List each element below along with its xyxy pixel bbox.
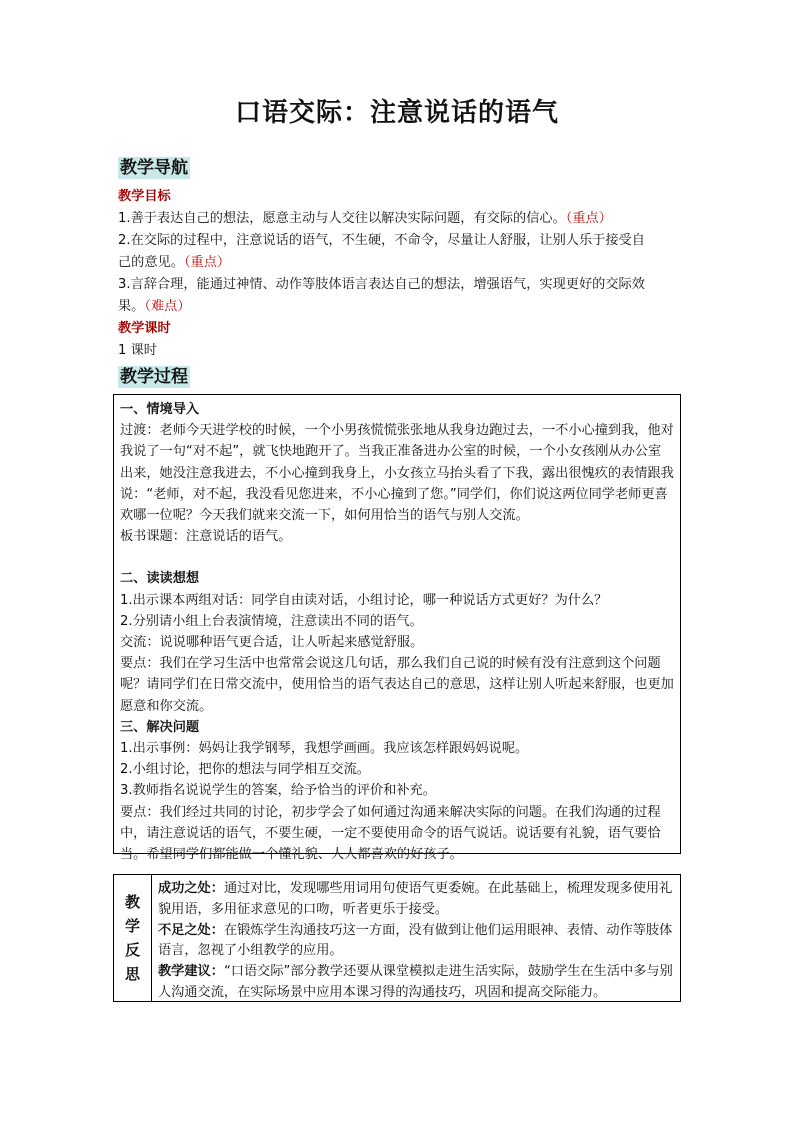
hours-heading: 教学课时 bbox=[118, 321, 171, 336]
process-paragraph: 1.出示课本两组对话：同学自由读对话，小组讨论，哪一种说话方式更好？为什么？ bbox=[120, 592, 608, 608]
objectives-heading: 教学目标 bbox=[118, 189, 171, 204]
process-paragraph: 1.出示事例：妈妈让我学钢琴，我想学画画。我应该怎样跟妈妈说呢。 bbox=[120, 741, 529, 757]
process-paragraph: 3.教师指名说说学生的答案，给予恰当的评价和补充。 bbox=[120, 783, 436, 799]
process-heading-3: 三、解决问题 bbox=[120, 719, 200, 735]
section-heading-guide bbox=[118, 153, 190, 178]
reflection-item: 不足之处：在锻炼学生沟通技巧这一方面，没有做到让他们运用眼神、表情、动作等肢体语言，忽视了小组教学的应用。 bbox=[158, 922, 673, 959]
page-title: 口语交际：注意说话的语气 bbox=[234, 98, 559, 128]
process-heading-2: 二、读读想想 bbox=[120, 571, 200, 587]
reflection-item: 教学建议：“口语交际”部分教学还要从课堂模拟走进生活实际，鼓励学生在生活中多与别人沟通交流，在实际场景中应用本课习得的沟通技巧，巩固和提高交际能力。 bbox=[158, 964, 673, 1000]
hours-value: 1 课时 bbox=[118, 343, 157, 358]
process-paragraph: 2.小组讨论，把你的想法与同学相互交流。 bbox=[120, 762, 370, 778]
reflection-box bbox=[113, 874, 681, 1002]
objective-item: 2.在交际的过程中，注意说话的语气，不生硬，不命令，尽量让人舒服，让别人乐于接受自己的意见。（重点） bbox=[118, 233, 645, 270]
section-heading-guide-label: 教学导航 bbox=[120, 158, 188, 178]
reflection-body bbox=[152, 875, 680, 1001]
spacer bbox=[120, 547, 674, 568]
objective-item: 1.善于表达自己的想法，愿意主动与人交往以解决实际问题，有交际的信心。（重点） bbox=[118, 211, 612, 226]
process-paragraph: 要点：我们在学习生活中也常常会说这几句话，那么我们自己说的时候有没有注意到这个问题呢？请同学们在日常交流中，使用恰当的语气表达自己的意思，这样让别人听起来舒服，也更加愿意和你交流。 bbox=[120, 656, 674, 714]
reflection-item: 成功之处：通过对比，发现哪些用词用句使语气更委婉。在此基础上，梳理发现多使用礼貌用语，多用征求意见的口吻，听者更乐于接受。 bbox=[158, 881, 673, 917]
section-heading-process-label: 教学过程 bbox=[120, 367, 188, 387]
process-box bbox=[113, 394, 681, 863]
process-paragraph: 2.分别请小组上台表演情境，注意读出不同的语气。 bbox=[120, 613, 423, 629]
objective-item: 3.言辞合理，能通过神情、动作等肢体语言表达自己的想法，增强语气，实现更好的交际效果。（难点） bbox=[118, 277, 645, 314]
process-heading-1: 一、情境导入 bbox=[120, 402, 200, 417]
process-paragraph: 交流：说说哪种语气更合适，让人听起来感觉舒服。 bbox=[120, 635, 424, 651]
process-paragraph: 要点：我们经过共同的讨论，初步学会了如何通过沟通来解决实际的问题。在我们沟通的过程中，请注意说话的语气，不要生硬，一定不要使用命令的语气说话。说话要有礼貌，语气要恰当。希望同学们都能做一个懂礼貌、人人都喜欢的好孩子。 bbox=[120, 804, 661, 863]
process-paragraph: 过渡：老师今天进学校的时候，一个小男孩慌慌张张地从我身边跑过去，一不小心撞到我，他对我说了一句“对不起”，就飞快地跑开了。当我正准备进办公室的时候，一个小女孩刚从办公室出来，她没注意我进去，不小心撞到我身上，小女孩立马抬头看了下我，露出很愧疚的表情跟我说：“老师，对不起，我没看见您进来，不小心撞到了您。”同学们，你们说这两位同学老师更喜欢哪一位呢？今天我们就来交流一下，如何用恰当的语气与别人交流。 bbox=[120, 423, 674, 524]
section-heading-process bbox=[118, 362, 190, 387]
objectives-block bbox=[118, 186, 658, 362]
reflection-label: 教 学 反 思 bbox=[114, 875, 152, 1001]
process-paragraph: 板书课题：注意说话的语气。 bbox=[120, 529, 292, 545]
